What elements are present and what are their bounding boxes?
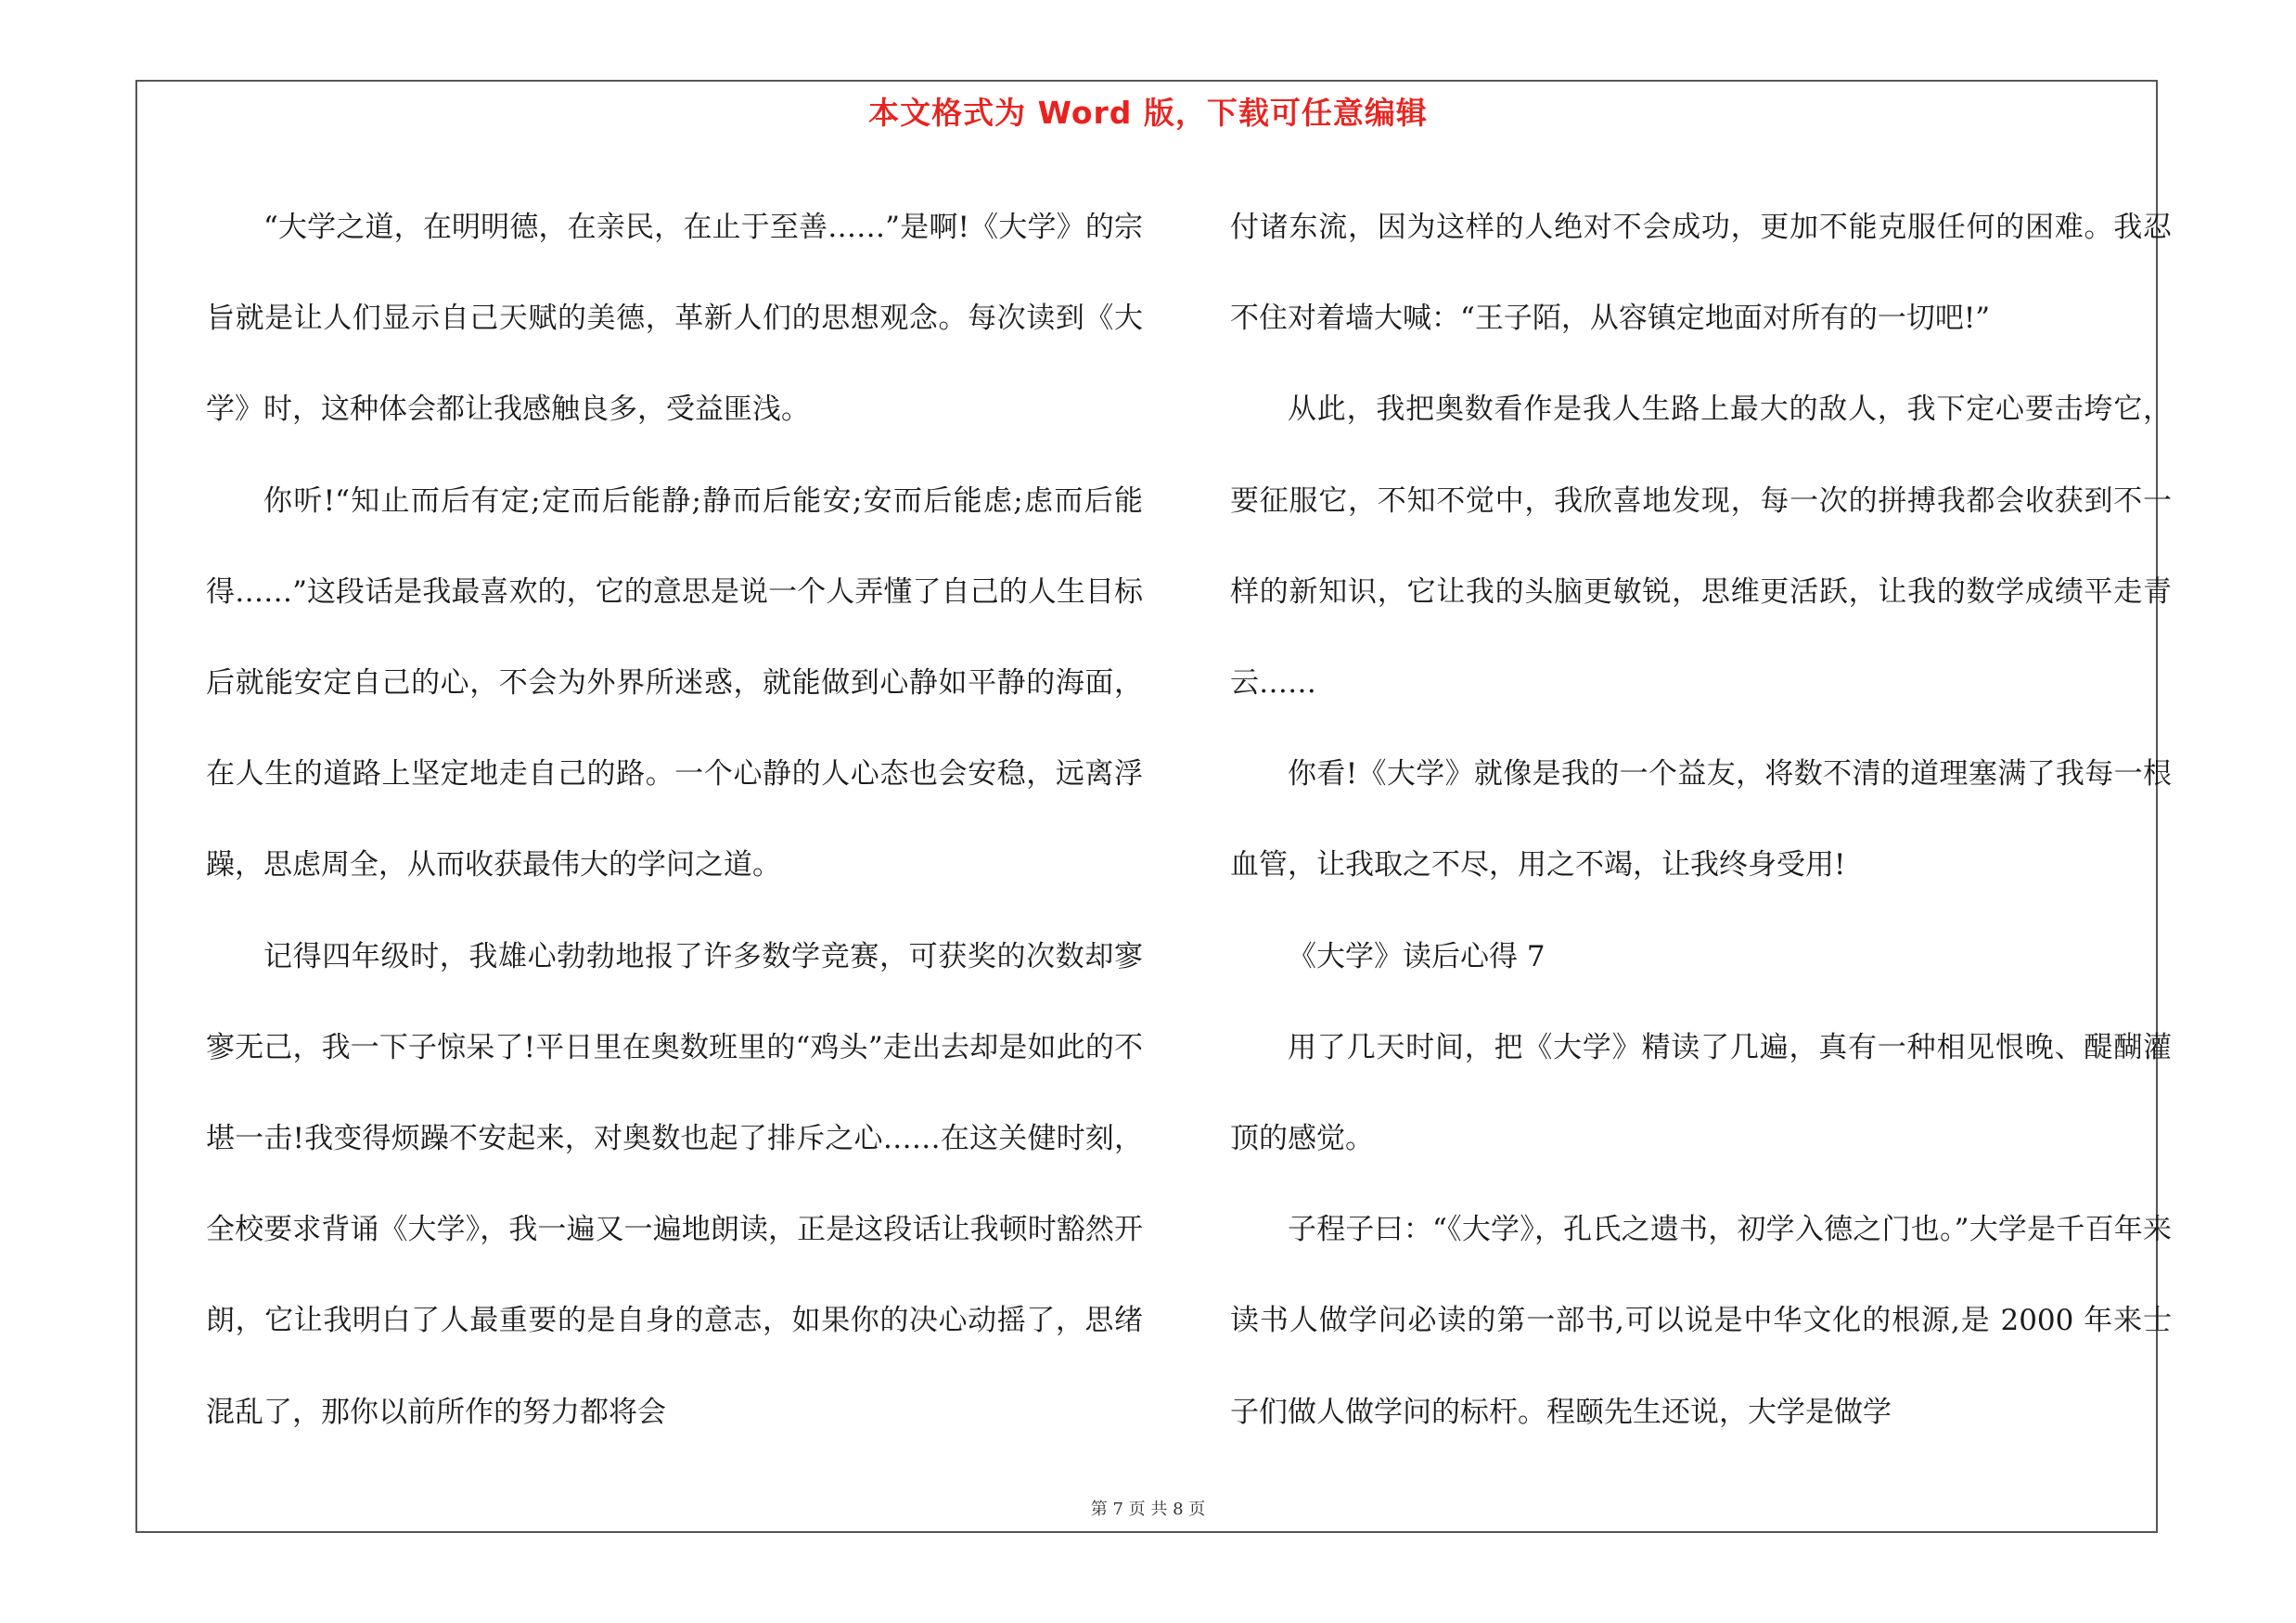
word-format-banner: 本文格式为 Word 版，下载可任意编辑 <box>868 95 1428 131</box>
paragraph: 用了几天时间，把《大学》精读了几遍，真有一种相见恨晚、醍醐灌顶的感觉。 <box>1230 1030 2172 1156</box>
paragraph: 从此，我把奥数看作是我人生路上最大的敌人，我下定心要击垮它，要征服它，不知不觉中，我欣喜地发现，每一次的拼搏我都会收获到不一样的新知识，它让我的头脑更敏锐，思维更活跃，让我的数学成绩平走青云…… <box>1230 393 2172 701</box>
paragraph: 记得四年级时，我雄心勃勃地报了许多数学竞赛，可获奖的次数却寥寥无己，我一下子惊呆了!平日里在奥数班里的“鸡头”走出去却是如此的不堪一击!我变得烦躁不安起来，对奥数也起了排斥之心……在这关健时刻，全校要求背诵《大学》，我一遍又一遍地朗读，正是这段话让我顿时豁然开朗，它让我明白了人最重要的是自身的意志，如果你的决心动摇了，思绪混乱了，那你以前所作的努力都将会 <box>206 939 1143 1429</box>
paragraph: “大学之道，在明明德，在亲民，在止于至善……”是啊!《大学》的宗旨就是让人们显示自己天赋的美德，革新人们的思想观念。每次读到《大学》时，这种体会都让我感触良多，受益匪浅。 <box>206 211 1143 427</box>
paragraph: 你听!“知止而后有定;定而后能静;静而后能安;安而后能虑;虑而后能得……”这段话是我最喜欢的，它的意思是说一个人弄懂了自己的人生目标后就能安定自己的心，不会为外界所迷惑，就能做到心静如平静的海面，在人生的道路上坚定地走自己的路。一个心静的人心态也会安稳，远离浮躁，思虑周全，从而收获最伟大的学问之道。 <box>206 483 1143 882</box>
left-column <box>206 182 1143 1458</box>
paragraph: 子程子曰：“《大学》，孔氏之遗书，初学入德之门也。”大学是千百年来读书人做学问必读的第一部书,可以说是中华文化的根源,是 2000 年来士子们做人做学问的标杆。程颐先生还说，大学是做学 <box>1230 1213 2172 1429</box>
paragraph-continuation: 付诸东流，因为这样的人绝对不会成功，更加不能克服任何的困难。我忍不住对着墙大喊：“王子陌，从容镇定地面对所有的一切吧!” <box>1230 211 2172 336</box>
page-number: 第 7 页 共 8 页 <box>1090 1500 1206 1519</box>
right-column <box>1230 182 2172 1458</box>
section-heading: 《大学》读后心得 7 <box>1288 939 1546 973</box>
paragraph: 你看!《大学》就像是我的一个益友，将数不清的道理塞满了我每一根血管，让我取之不尽，用之不竭，让我终身受用! <box>1230 757 2172 882</box>
